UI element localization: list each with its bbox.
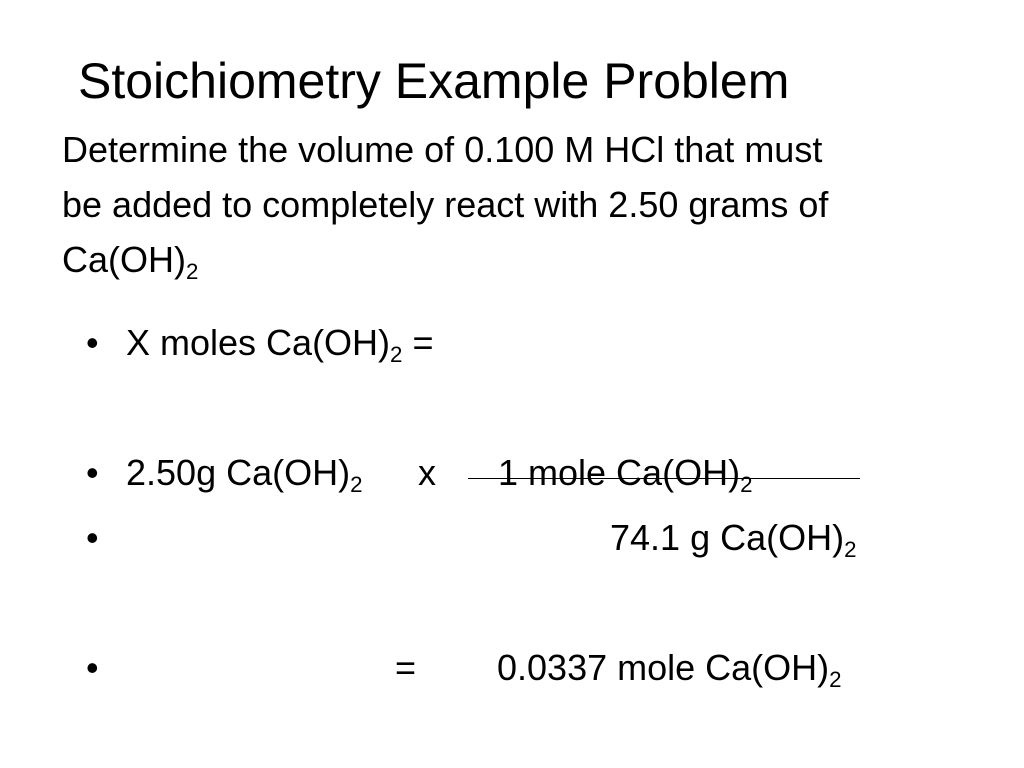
bullet-marker: • — [86, 322, 99, 363]
formula-text: Ca(OH) — [62, 239, 186, 280]
equals-sign: = — [402, 322, 434, 363]
formula-subscript: 2 — [186, 259, 199, 285]
moles-label: X moles Ca(OH) — [126, 322, 391, 363]
formula-subscript: 2 — [829, 667, 842, 693]
bullet-marker: • — [86, 517, 99, 558]
formula-subscript: 2 — [390, 342, 403, 368]
denominator-text: 74.1 g Ca(OH) — [610, 517, 845, 558]
moles-expression — [126, 318, 434, 368]
formula-subscript: 2 — [844, 537, 857, 563]
formula-subscript: 2 — [740, 472, 753, 498]
fraction-numerator — [498, 448, 752, 498]
bullet-marker: • — [86, 647, 99, 688]
fraction-denominator — [610, 513, 857, 563]
problem-line-2: be added to completely react with 2.50 grams of — [62, 184, 829, 225]
result-value — [497, 643, 842, 693]
slide-title: Stoichiometry Example Problem — [78, 53, 790, 109]
bullet-item-result — [0, 643, 1024, 693]
formula-subscript: 2 — [350, 472, 363, 498]
problem-statement — [62, 122, 992, 287]
numerator-text: 1 mole Ca(OH) — [498, 452, 741, 493]
result-equals: = — [395, 647, 417, 688]
problem-line-3 — [62, 232, 992, 287]
given-mass — [126, 448, 363, 498]
problem-line-1: Determine the volume of 0.100 M HCl that must — [62, 129, 823, 170]
result-text: 0.0337 mole Ca(OH) — [497, 647, 830, 688]
bullet-item-moles — [0, 318, 1024, 368]
bullet-item-denominator — [0, 513, 1024, 563]
bullet-item-conversion — [0, 448, 1024, 498]
multiply-operator: x — [418, 452, 436, 493]
bullet-marker: • — [86, 452, 99, 493]
fraction-bar — [468, 478, 860, 479]
given-mass-text: 2.50g Ca(OH) — [126, 452, 351, 493]
